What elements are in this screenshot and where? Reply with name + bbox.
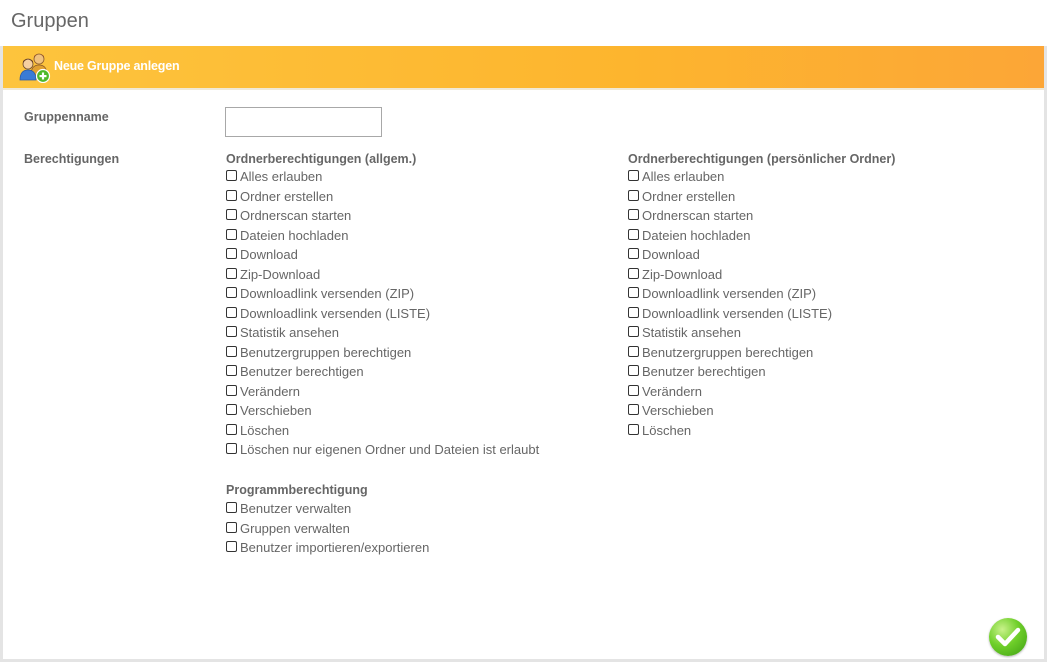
perm-general-delete-own[interactable]: Löschen nur eigenen Ordner und Dateien ist erlaubt [226,440,539,460]
perm-personal-all[interactable]: Alles erlauben [628,167,832,187]
checkbox[interactable] [628,190,639,201]
checkbox[interactable] [226,326,237,337]
checkbox[interactable] [226,209,237,220]
perm-personal-zip-download[interactable]: Zip-Download [628,265,832,285]
checkbox[interactable] [628,404,639,415]
perm-general-download[interactable]: Download [226,245,539,265]
checkbox[interactable] [628,268,639,279]
checkbox[interactable] [226,502,237,513]
perm-general-link-zip[interactable]: Downloadlink versenden (ZIP) [226,284,539,304]
checkbox[interactable] [628,209,639,220]
checkbox[interactable] [226,365,237,376]
perm-personal-create-folder[interactable]: Ordner erstellen [628,187,832,207]
program-title: Programmberechtigung [226,483,368,497]
page-title: Gruppen [11,10,89,32]
perm-personal-statistics[interactable]: Statistik ansehen [628,323,832,343]
permissions-label: Berechtigungen [24,152,120,166]
perm-personal-link-list[interactable]: Downloadlink versenden (LISTE) [628,304,832,324]
perm-general-all[interactable]: Alles erlauben [226,167,539,187]
checkmark-icon [995,625,1021,649]
perm-personal-move[interactable]: Verschieben [628,401,832,421]
program-list [226,499,429,558]
checkbox[interactable] [628,424,639,435]
checkbox[interactable] [226,385,237,396]
perm-personal-upload[interactable]: Dateien hochladen [628,226,832,246]
groupname-label: Gruppenname [24,110,109,124]
perm-personal-folder-scan[interactable]: Ordnerscan starten [628,206,832,226]
perm-general-users-authorize[interactable]: Benutzer berechtigen [226,362,539,382]
perm-general-zip-download[interactable]: Zip-Download [226,265,539,285]
checkbox[interactable] [226,346,237,357]
checkbox[interactable] [628,365,639,376]
perm-general-modify[interactable]: Verändern [226,382,539,402]
checkbox[interactable] [226,170,237,181]
checkbox[interactable] [628,385,639,396]
perm-general-create-folder[interactable]: Ordner erstellen [226,187,539,207]
folder-general-list [226,167,539,460]
groupname-input[interactable] [225,107,382,137]
perm-program-manage-users[interactable]: Benutzer verwalten [226,499,429,519]
perm-personal-link-zip[interactable]: Downloadlink versenden (ZIP) [628,284,832,304]
perm-personal-download[interactable]: Download [628,245,832,265]
checkbox[interactable] [226,443,237,454]
folder-personal-title: Ordnerberechtigungen (persönlicher Ordner) [628,152,896,166]
perm-personal-groups-authorize[interactable]: Benutzergruppen berechtigen [628,343,832,363]
checkbox[interactable] [226,268,237,279]
checkbox[interactable] [226,307,237,318]
perm-general-groups-authorize[interactable]: Benutzergruppen berechtigen [226,343,539,363]
checkbox[interactable] [628,307,639,318]
checkbox[interactable] [628,346,639,357]
perm-general-folder-scan[interactable]: Ordnerscan starten [226,206,539,226]
checkbox[interactable] [226,522,237,533]
checkbox[interactable] [226,248,237,259]
checkbox[interactable] [226,190,237,201]
folder-general-title: Ordnerberechtigungen (allgem.) [226,152,417,166]
perm-program-import-export[interactable]: Benutzer importieren/exportieren [226,538,429,558]
new-group-link[interactable]: Neue Gruppe anlegen [54,59,180,73]
checkbox[interactable] [226,541,237,552]
perm-personal-delete[interactable]: Löschen [628,421,832,441]
perm-general-link-list[interactable]: Downloadlink versenden (LISTE) [226,304,539,324]
checkbox[interactable] [226,229,237,240]
checkbox[interactable] [628,287,639,298]
perm-general-delete[interactable]: Löschen [226,421,539,441]
perm-general-upload[interactable]: Dateien hochladen [226,226,539,246]
checkbox[interactable] [628,248,639,259]
new-group-header[interactable] [3,46,1044,90]
perm-personal-users-authorize[interactable]: Benutzer berechtigen [628,362,832,382]
checkbox[interactable] [226,287,237,298]
checkbox[interactable] [226,404,237,415]
perm-general-statistics[interactable]: Statistik ansehen [226,323,539,343]
folder-personal-list [628,167,832,440]
perm-general-move[interactable]: Verschieben [226,401,539,421]
perm-personal-modify[interactable]: Verändern [628,382,832,402]
users-add-icon[interactable] [18,51,52,83]
checkbox[interactable] [628,229,639,240]
checkbox[interactable] [628,326,639,337]
checkbox[interactable] [628,170,639,181]
checkbox[interactable] [226,424,237,435]
perm-program-manage-groups[interactable]: Gruppen verwalten [226,519,429,539]
save-button[interactable] [989,618,1027,656]
